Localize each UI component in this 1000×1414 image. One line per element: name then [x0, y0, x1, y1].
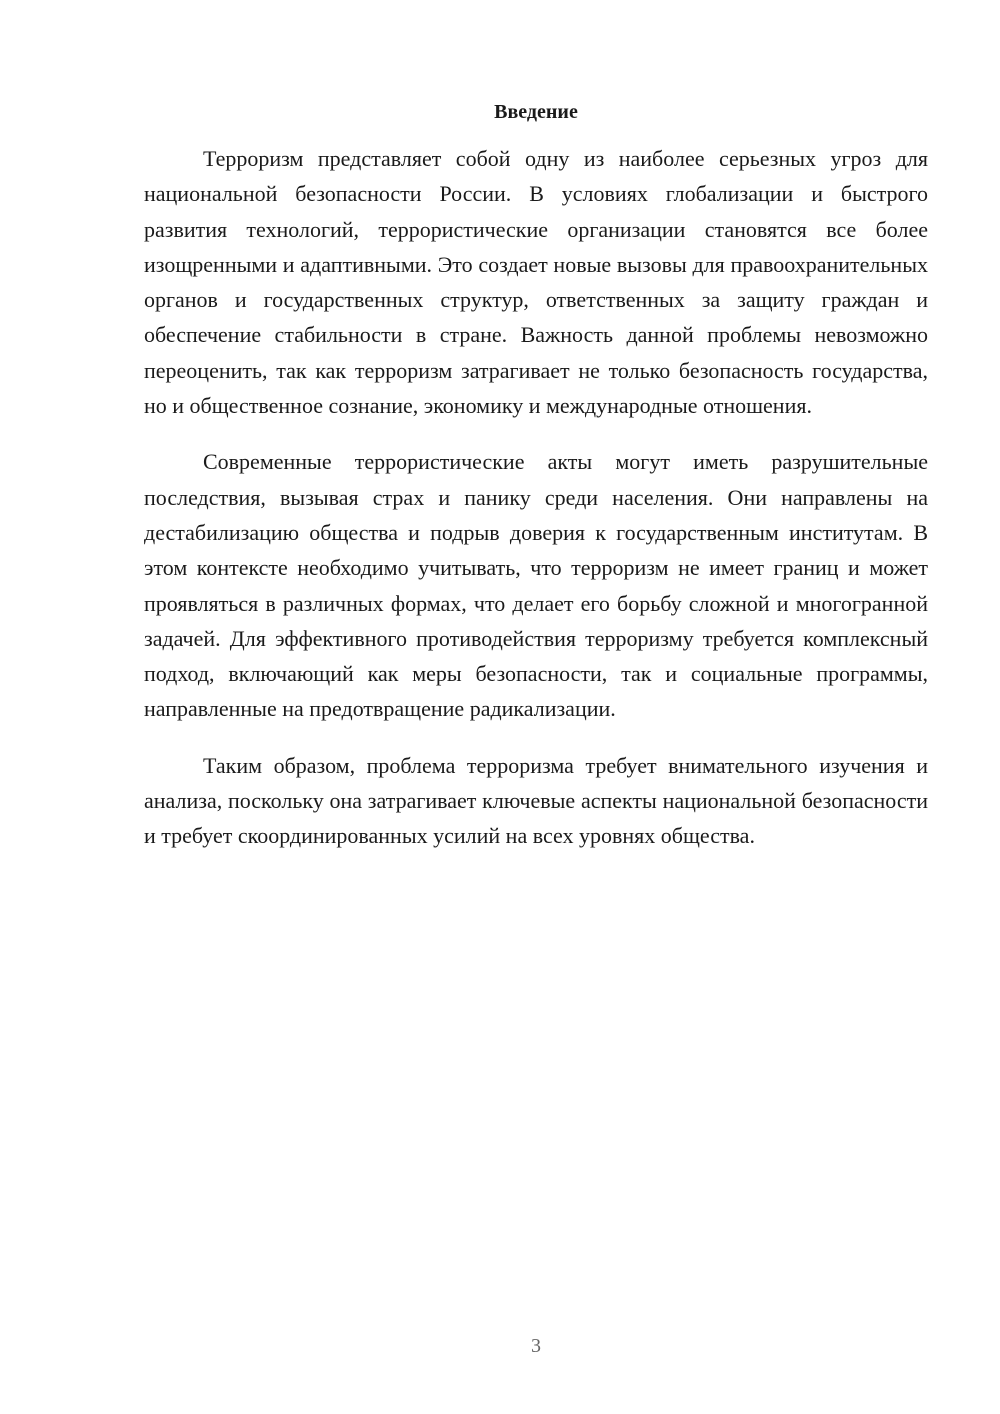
page-number: 3	[531, 1335, 541, 1357]
paragraph-3: Таким образом, проблема терроризма требует внимательного изучения и анализа, поскольку она затрагивает ключевые аспекты национальной безопасности и требует скоординированных усилий на всех уровнях общества.	[144, 752, 928, 849]
paragraph-2: Современные террористические акты могут иметь разрушительные последствия, вызывая страх и панику среди населения. Они направлены на дестабилизацию общества и подрыв доверия к государственным институтам. В этом контексте необходимо учитывать, что терроризм не имеет границ и может проявляться в различных формах, что делает его борьбу сложной и многогранной задачей. Для эффективного противодействия терроризму требуется комплексный подход, включающий как меры безопасности, так и социальные программы, направленные на предотвращение радикализации.	[144, 449, 928, 722]
paragraph-1: Терроризм представляет собой одну из наиболее серьезных угроз для национальной безопасности России. В условиях глобализации и быстрого развития технологий, террористические организации становятся все более изощренными и адаптивными. Это создает новые вызовы для правоохранительных органов и государственных структур, ответственных за защиту граждан и обеспечение стабильности в стране. Важность данной проблемы невозможно переоценить, так как терроризм затрагивает не только безопасность государства, но и общественное сознание, экономику и международные отношения.	[144, 146, 928, 419]
body-text	[144, 141, 928, 854]
section-heading: Введение	[494, 101, 578, 123]
